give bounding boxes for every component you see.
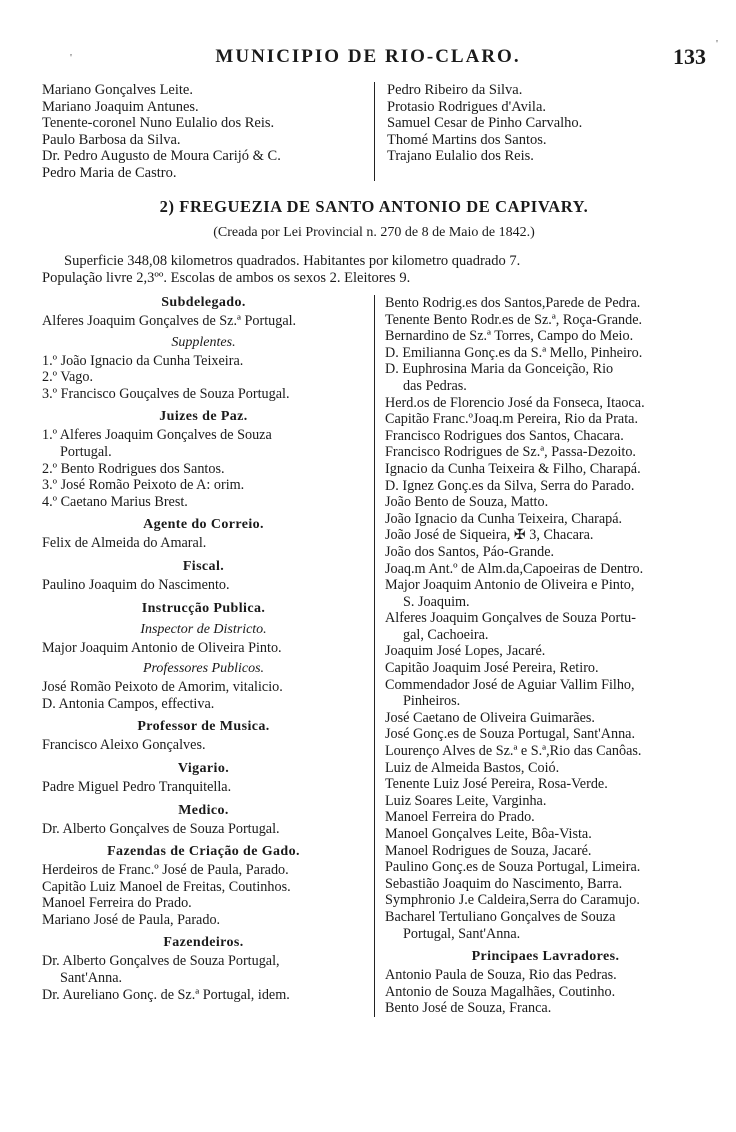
list-item: Thomé Martins dos Santos. [387, 131, 547, 148]
list-item: Antonio de Souza Magalhães, Coutinho. [385, 983, 616, 1000]
section-subheading: (Creada por Lei Provincial n. 270 de 8 de Maio de 1842.) [213, 225, 535, 240]
list-item: Bernardino de Sz.ª Torres, Campo do Meio. [385, 328, 634, 345]
list-item: Pedro Ribeiro da Silva. [387, 82, 523, 98]
statistics-line-1: Superficie 348,08 kilometros quadrados. Habitantes por kilometro quadrado 7. [64, 253, 521, 269]
list-item: 3.º Francisco Gouçalves de Souza Portugal. [42, 385, 290, 402]
list-item: Paulino Joaquim do Nascimento. [42, 576, 230, 593]
list-item: Dr. Aureliano Gonç. de Sz.ª Portugal, idem. [42, 986, 290, 1003]
list-item: Capitão Franc.ºJoaq.m Pereira, Rio da Prata. [385, 411, 639, 428]
list-item: Alferes Joaquim Gonçalves de Souza Portu- [385, 610, 636, 627]
group-heading-fiscal: Fiscal. [182, 558, 225, 574]
list-item: 2.º Vago. [42, 369, 94, 386]
two-column-body [42, 295, 706, 1017]
list-item-continuation: Sant'Anna. [60, 970, 123, 987]
list-item: Paulino Gonç.es de Souza Portugal, Limeira. [385, 859, 641, 876]
corner-mark-top-left: ' [70, 52, 72, 64]
list-item: Herdeiros de Franc.º José de Paula, Parado. [42, 862, 289, 879]
section-heading: 2) FREGUEZIA DE SANTO ANTONIO DE CAPIVARY. [159, 197, 589, 216]
group-heading-vigario: Vigario. [177, 760, 230, 776]
list-item: Major Joaquim Antonio de Oliveira e Pinto, [385, 577, 635, 594]
list-item: Padre Miguel Pedro Tranquitella. [42, 778, 232, 795]
list-item: Bento Rodrig.es dos Santos,Parede de Pedra. [385, 295, 641, 311]
list-item: Pedro Maria de Castro. [42, 164, 177, 181]
body-column-left [42, 295, 374, 1017]
list-item: Bento José de Souza, Franca. [385, 1000, 552, 1017]
list-item: D. Emilianna Gonç.es da S.ª Mello, Pinheiro. [385, 344, 643, 361]
list-item: Mariano José de Paula, Parado. [42, 911, 221, 928]
list-item: Paulo Barbosa da Silva. [42, 131, 181, 148]
list-item: Major Joaquim Antonio de Oliveira Pinto. [42, 639, 282, 656]
list-item: Luiz Soares Leite, Varginha. [385, 792, 547, 809]
group-heading-agente-do-correio: Agente do Correio. [143, 517, 264, 533]
group-heading-juizes-de-paz: Juizes de Paz. [159, 409, 248, 425]
list-item-continuation: Portugal, Sant'Anna. [403, 925, 521, 942]
list-item: José Caetano de Oliveira Guimarães. [385, 709, 595, 726]
list-item: 1.º João Ignacio da Cunha Teixeira. [42, 352, 244, 369]
list-item: Trajano Eulalio dos Reis. [387, 148, 534, 164]
list-item: Joaq.m Ant.º de Alm.da,Capoeiras de Dentro. [385, 560, 644, 577]
list-item-continuation: Portugal. [60, 443, 112, 460]
list-item: Francisco Rodrigues dos Santos, Chacara. [385, 427, 624, 444]
corner-mark-top-right: ' [716, 38, 718, 50]
group-heading-supplentes: Supplentes. [171, 334, 236, 350]
list-item: Luiz de Almeida Bastos, Coió. [385, 759, 560, 776]
list-item: Protasio Rodrigues d'Avila. [387, 98, 547, 115]
list-item: Lourenço Alves de Sz.ª e S.ª,Rio das Canôas. [385, 743, 642, 760]
page-content [42, 80, 706, 1017]
list-item: D. Ignez Gonç.es da Silva, Serra do Parado. [385, 477, 635, 494]
list-item: D. Euphrosina Maria da Gonceição, Rio [385, 361, 614, 378]
group-heading-professores-publicos: Professores Publicos. [142, 661, 265, 677]
list-item: Joaquim José Lopes, Jacaré. [385, 643, 546, 660]
page-title: MUNICIPIO DE RIO-CLARO. [215, 46, 521, 67]
list-item: Herd.os de Florencio José da Fonseca, Itaoca. [385, 394, 645, 411]
list-item: Manoel Ferreira do Prado. [385, 809, 535, 826]
list-item: Samuel Cesar de Pinho Carvalho. [387, 115, 583, 131]
list-item: 2.º Bento Rodrigues dos Santos. [42, 460, 225, 477]
group-heading-principaes-lavradores: Principaes Lavradores. [471, 949, 620, 965]
top-name-lists [42, 82, 706, 181]
list-item: Dr. Alberto Gonçalves de Souza Portugal, [42, 953, 280, 970]
list-item: Felix de Almeida do Amaral. [42, 535, 207, 552]
page-number: 133 [673, 44, 706, 69]
body-column-right [374, 295, 706, 1017]
group-heading-fazendas-de-criacao-de-gado: Fazendas de Criação de Gado. [107, 844, 300, 860]
list-item: 3.º José Romão Peixoto de A: orim. [42, 477, 245, 494]
group-heading-fazendeiros: Fazendeiros. [163, 935, 244, 951]
list-item: José Romão Peixoto de Amorim, vitalicio. [42, 679, 283, 696]
list-item: 4.º Caetano Marius Brest. [42, 493, 188, 510]
list-item: Commendador José de Aguiar Vallim Filho, [385, 676, 635, 693]
group-heading-instruccao-publica: Instrucção Publica. [141, 600, 266, 616]
list-item: Sebastião Joaquim do Nascimento, Barra. [385, 875, 623, 892]
list-item-continuation: das Pedras. [403, 377, 467, 394]
top-list-right [374, 82, 706, 181]
list-item: Francisco Rodrigues de Sz.ª, Passa-Dezoito. [385, 444, 636, 461]
list-item: João dos Santos, Páo-Grande. [385, 543, 555, 560]
list-item-continuation: gal, Cachoeira. [403, 626, 489, 643]
list-item: Capitão Luiz Manoel de Freitas, Coutinhos. [42, 878, 291, 895]
list-item: Dr. Alberto Gonçalves de Souza Portugal. [42, 820, 280, 837]
list-item: Alferes Joaquim Gonçalves de Sz.ª Portugal. [42, 313, 297, 329]
list-item: João Bento de Souza, Matto. [385, 494, 549, 511]
list-item: Symphronio J.e Caldeira,Serra do Caramujo. [385, 892, 640, 909]
list-item: Tenente-coronel Nuno Eulalio dos Reis. [42, 115, 275, 131]
list-item: Manoel Ferreira do Prado. [42, 895, 192, 912]
list-item: Dr. Pedro Augusto de Moura Carijó & C. [42, 148, 281, 164]
statistics-paragraph [42, 253, 706, 287]
list-item: Mariano Joaquim Antunes. [42, 98, 199, 115]
list-item-continuation: Pinheiros. [403, 693, 461, 710]
statistics-line-2: População livre 2,3ºº. Escolas de ambos os sexos 2. Eleitores 9. [42, 270, 411, 286]
list-item: Manoel Gonçalves Leite, Bôa-Vista. [385, 826, 592, 842]
list-item: João Ignacio da Cunha Teixeira, Charapá. [385, 510, 623, 527]
list-item: José Gonç.es de Souza Portugal, Sant'Anna. [385, 726, 636, 743]
list-item: João José de Siqueira, ✠ 3, Chacara. [385, 527, 594, 544]
list-item: Mariano Gonçalves Leite. [42, 82, 193, 98]
list-item: Francisco Aleixo Gonçalves. [42, 737, 206, 754]
list-item: Tenente Bento Rodr.es de Sz.ª, Roça-Grande. [385, 311, 643, 328]
list-item: Ignacio da Cunha Teixeira & Filho, Charapá. [385, 460, 641, 477]
list-item: Bacharel Tertuliano Gonçalves de Souza [385, 908, 616, 925]
page-header [0, 46, 736, 68]
list-item: Capitão Joaquim José Pereira, Retiro. [385, 660, 599, 677]
list-item: Antonio Paula de Souza, Rio das Pedras. [385, 967, 617, 984]
list-item: 1.º Alferes Joaquim Gonçalves de Souza [42, 427, 272, 444]
group-heading-medico: Medico. [178, 802, 229, 818]
list-item: Tenente Luiz José Pereira, Rosa-Verde. [385, 776, 608, 793]
top-list-left [42, 82, 374, 181]
group-heading-inspector-de-districto: Inspector de Districto. [140, 621, 267, 637]
group-heading-subdelegado: Subdelegado. [161, 295, 246, 310]
list-item-continuation: S. Joaquim. [403, 593, 470, 610]
group-heading-professor-de-musica: Professor de Musica. [137, 719, 270, 735]
list-item: D. Antonia Campos, effectiva. [42, 695, 215, 712]
list-item: Manoel Rodrigues de Souza, Jacaré. [385, 842, 592, 859]
